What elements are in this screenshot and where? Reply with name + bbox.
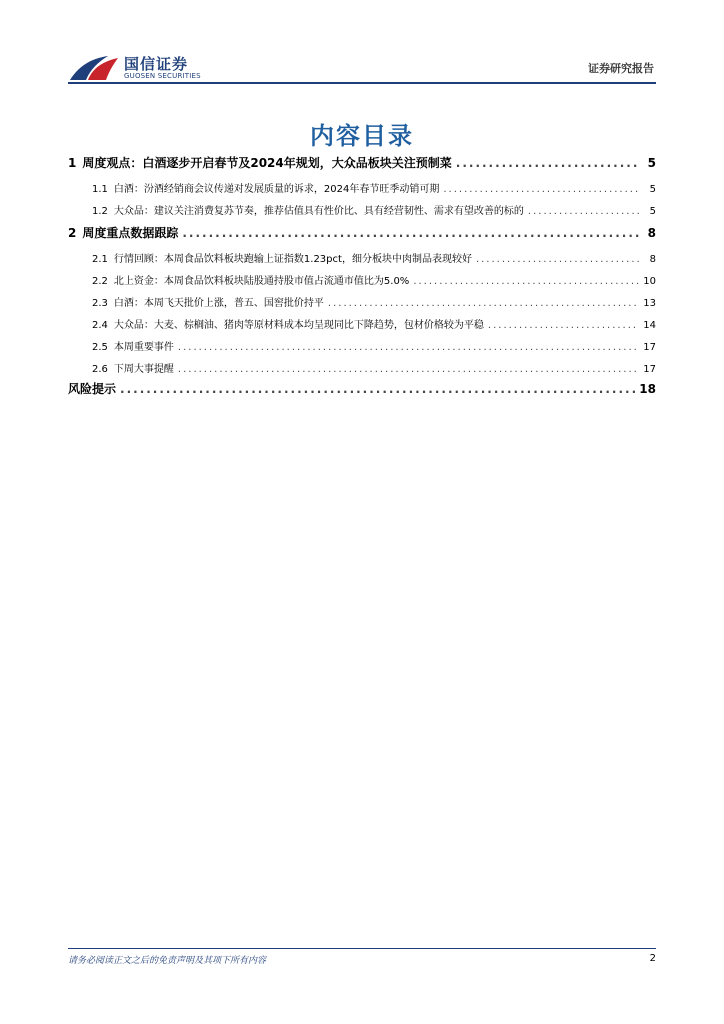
company-name-cn: 国信证券 (124, 55, 189, 73)
toc-entry-page: 17 (643, 342, 656, 353)
toc-entry-page: 10 (643, 276, 656, 287)
report-type: 证券研究报告 (588, 62, 654, 75)
toc-entry-page: 5 (647, 156, 656, 170)
footer-disclaimer: 请务必阅读正文之后的免责声明及其项下所有内容 (68, 956, 267, 966)
toc-entry-title: 周度重点数据跟踪 (82, 226, 179, 240)
toc-leader-dots (476, 254, 640, 265)
toc-entry-number: 2.4 (92, 320, 108, 331)
toc-entry-page: 17 (643, 364, 656, 375)
toc-entry-number: 2.5 (92, 342, 108, 353)
toc-entry-number: 2.3 (92, 298, 108, 309)
toc-entry[interactable] (92, 294, 656, 309)
guosen-logo-icon (68, 50, 120, 86)
toc-entry-page: 8 (647, 226, 656, 240)
toc-leader-dots (443, 184, 640, 195)
toc-leader-dots (456, 156, 640, 170)
toc-leader-dots (413, 276, 639, 287)
toc-entry-title: 下周大事提醒 (113, 364, 174, 375)
toc-leader-dots (182, 226, 640, 240)
toc-leader-dots (528, 206, 640, 217)
toc-entry-title: 大众品：大麦、棕榈油、猪肉等原材料成本均呈现同比下降趋势，包材价格较为平稳 (113, 320, 484, 331)
toc-entry-number: 1.2 (92, 206, 108, 217)
toc-entry-title: 白酒：本周飞天批价上涨，普五、国窖批价持平 (113, 298, 324, 309)
toc-entry-page: 8 (649, 254, 656, 265)
toc-entry-page: 5 (649, 206, 656, 217)
toc-leader-dots (178, 364, 639, 375)
toc-entry[interactable] (92, 202, 656, 217)
toc-entry-number: 2.6 (92, 364, 108, 375)
toc-entry[interactable] (68, 154, 656, 171)
toc-entry-page: 18 (639, 382, 656, 396)
toc-entry-title: 大众品：建议关注消费复苏节奏，推荐估值具有性价比、具有经营韧性、需求有望改善的标的 (113, 206, 524, 217)
footer-divider (68, 948, 656, 949)
toc-entry[interactable] (92, 316, 656, 331)
toc-entry-title: 本周重要事件 (113, 342, 174, 353)
toc-entry-number: 2.2 (92, 276, 108, 287)
header-divider (68, 82, 656, 84)
toc-entry[interactable] (68, 380, 656, 397)
page-number: 2 (649, 953, 656, 964)
toc-entry-number: 1 (68, 156, 77, 170)
toc-leader-dots (178, 342, 639, 353)
toc-entry-page: 14 (643, 320, 656, 331)
toc-entry[interactable] (92, 250, 656, 265)
toc-entry-title: 周度观点：白酒逐步开启春节及2024年规划，大众品板块关注预制菜 (82, 156, 452, 170)
toc-entry[interactable] (68, 224, 656, 241)
toc-entry-number: 1.1 (92, 184, 108, 195)
toc-entry-page: 5 (649, 184, 656, 195)
company-name-en: GUOSEN SECURITIES (124, 72, 201, 80)
toc-entry[interactable] (92, 272, 656, 287)
toc-entry[interactable] (92, 360, 656, 375)
toc-leader-dots (328, 298, 639, 309)
toc-entry[interactable] (92, 338, 656, 353)
page-header (68, 48, 656, 88)
toc-entry-title: 北上资金：本周食品饮料板块陆股通持股市值占流通市值比为5.0% (113, 276, 410, 287)
toc-entry-number: 2.1 (92, 254, 108, 265)
toc-leader-dots (488, 320, 639, 331)
toc-entry-title: 风险提示 (68, 382, 117, 396)
toc-entry-page: 13 (643, 298, 656, 309)
toc-leader-dots (120, 382, 635, 396)
toc-entry-title: 白酒：汾酒经销商会议传递对发展质量的诉求，2024年春节旺季动销可期 (113, 184, 440, 195)
toc-entry-number: 2 (68, 226, 77, 240)
toc-entry-title: 行情回顾：本周食品饮料板块跑输上证指数1.23pct，细分板块中肉制品表现较好 (113, 254, 472, 265)
toc-entry[interactable] (92, 180, 656, 195)
page-title: 内容目录 (310, 122, 414, 150)
